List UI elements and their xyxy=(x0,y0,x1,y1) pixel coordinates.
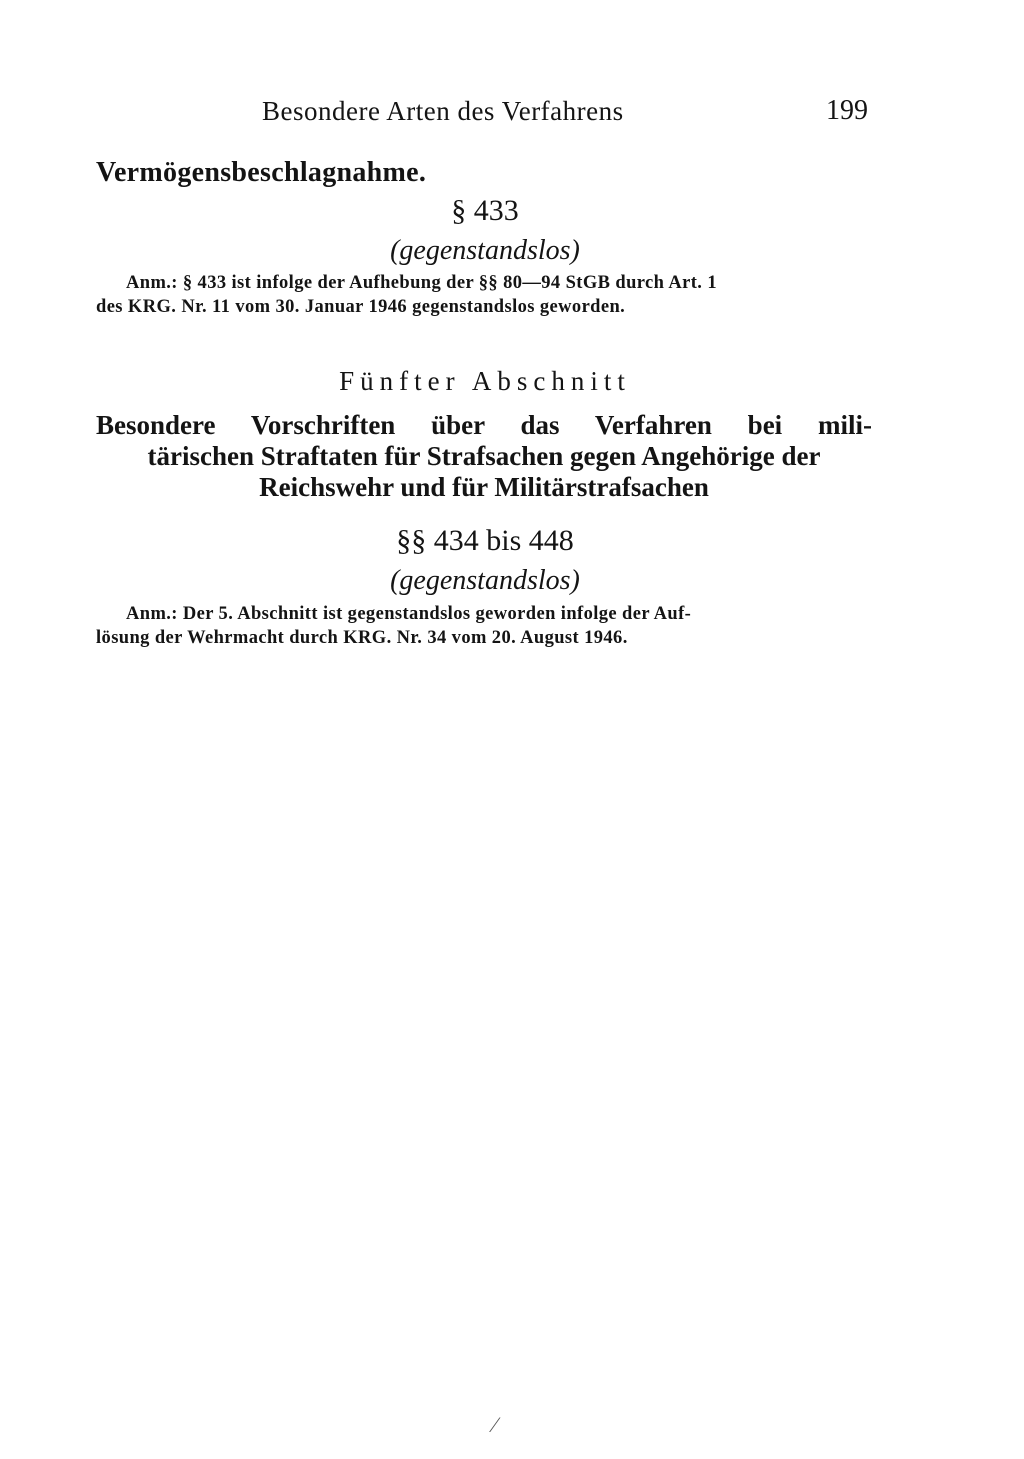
paragraph-range-status: (gegenstandslos) xyxy=(390,565,580,596)
scan-speck: ⁄ xyxy=(493,1412,497,1437)
paragraph-range-434-448: §§ 434 bis 448 xyxy=(396,524,574,557)
section-subtitle-line-2: tärischen Straftaten für Strafsachen gegen Angehörige der xyxy=(147,441,821,471)
note-433 xyxy=(96,271,876,319)
section-subtitle-line-1: Besondere Vorschriften über das Verfahren bei mili- xyxy=(96,410,872,440)
note-section-5-line-2: lösung der Wehrmacht durch KRG. Nr. 34 vom 20. August 1946. xyxy=(96,628,628,648)
section-heading-vermoegensbeschlagnahme: Vermögensbeschlagnahme. xyxy=(96,157,427,188)
note-433-line-1: Anm.: § 433 ist infolge der Aufhebung der §§ 80—94 StGB durch Art. 1 xyxy=(126,273,717,293)
section-subtitle xyxy=(96,410,872,503)
section-subtitle-line-3: Reichswehr und für Militärstrafsachen xyxy=(259,472,709,502)
paragraph-433-heading: § 433 xyxy=(451,194,519,227)
page-number: 199 xyxy=(826,95,868,126)
note-section-5-line-1: Anm.: Der 5. Abschnitt ist gegenstandslos geworden infolge der Auf- xyxy=(126,604,692,624)
running-header-title: Besondere Arten des Verfahrens xyxy=(262,96,624,126)
section-title-fuenfter-abschnitt: Fünfter Abschnitt xyxy=(339,366,631,396)
paragraph-433-status: (gegenstandslos) xyxy=(390,235,580,266)
note-section-5 xyxy=(96,602,876,650)
note-433-line-2: des KRG. Nr. 11 vom 30. Januar 1946 gegenstandslos geworden. xyxy=(96,297,626,317)
